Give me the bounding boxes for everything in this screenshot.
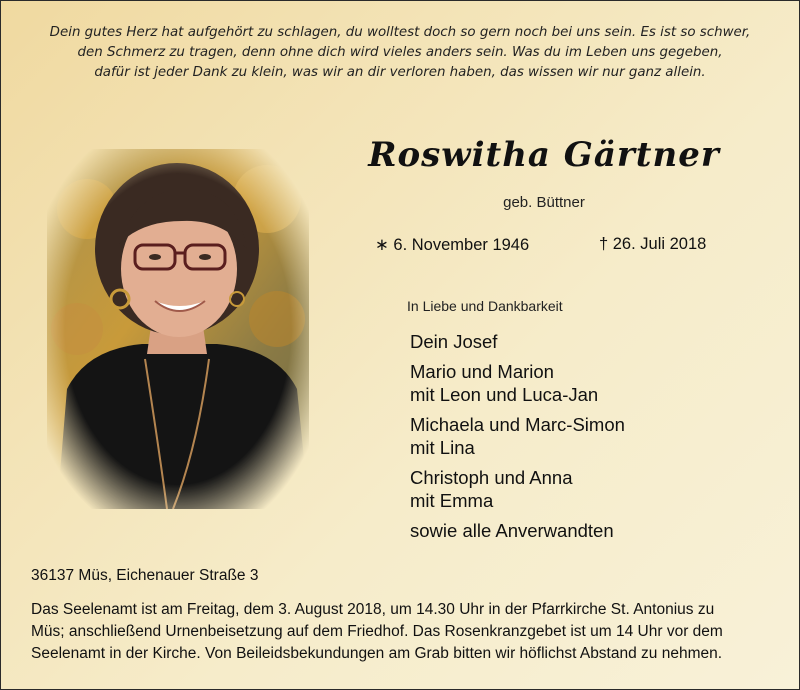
birth-name: geb. Büttner [503, 194, 585, 211]
funeral-notice [31, 599, 781, 665]
mourner-line: mit Emma [410, 490, 494, 511]
mourner-line: sowie alle Anverwandten [410, 520, 614, 541]
mourner-line: Michaela und Marc-Simon [410, 414, 625, 435]
mourners-list [410, 330, 625, 549]
memorial-poem [21, 23, 779, 83]
mourner-line: Mario und Marion [410, 361, 554, 382]
mourner-line: Dein Josef [410, 331, 498, 352]
mourner-group [410, 519, 625, 542]
mourner-line: mit Leon und Luca-Jan [410, 384, 599, 405]
mourner-group [410, 330, 625, 353]
notice-line: Müs; anschließend Urnenbeisetzung auf dem Friedhof. Das Rosenkranzgebet ist um 14 Uhr vor dem [31, 623, 723, 640]
mourner-group [410, 466, 625, 512]
poem-line: den Schmerz zu tragen, denn ohne dich wird vieles anders sein. Was du im Leben uns gegeben, [77, 45, 723, 60]
notice-line: Seelenamt in der Kirche. Von Beileidsbekundungen am Grab bitten wir höflichst Abstand zu nehmen. [31, 645, 723, 662]
family-address: 36137 Müs, Eichenauer Straße 3 [31, 567, 259, 584]
dedication-text: In Liebe und Dankbarkeit [407, 298, 563, 314]
birth-date: ∗ 6. November 1946 [375, 236, 530, 254]
poem-line: dafür ist jeder Dank zu klein, was wir an dir verloren haben, das wissen wir nur ganz allein. [94, 65, 706, 80]
deceased-name: Roswitha Gärtner [368, 135, 720, 175]
poem-line: Dein gutes Herz hat aufgehört zu schlagen, du wolltest doch so gern noch bei uns sein. Es ist so schwer, [49, 25, 751, 40]
portrait-photo [47, 149, 309, 509]
mourner-line: Christoph und Anna [410, 467, 573, 488]
death-date: † 26. Juli 2018 [599, 235, 707, 253]
mourner-line: mit Lina [410, 437, 475, 458]
mourner-group [410, 413, 625, 459]
mourner-group [410, 360, 625, 406]
notice-line: Das Seelenamt ist am Freitag, dem 3. August 2018, um 14.30 Uhr in der Pfarrkirche St. Antonius zu [31, 601, 715, 618]
